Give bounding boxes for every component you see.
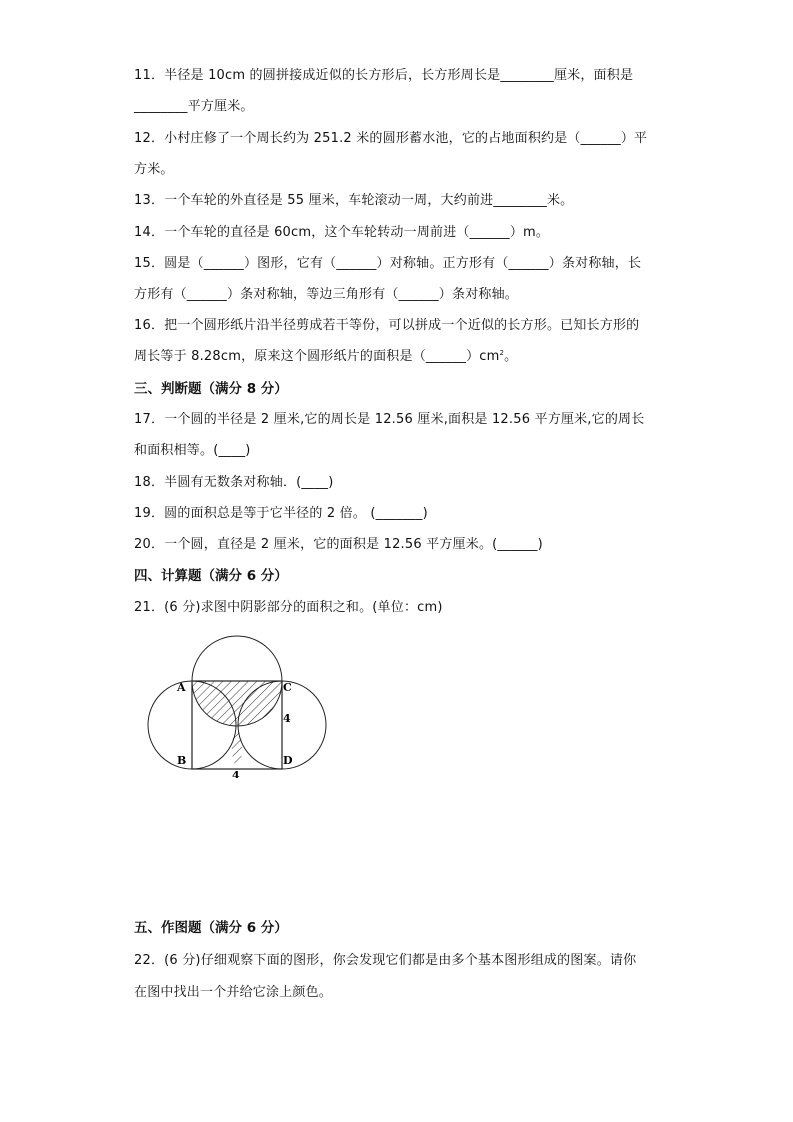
question-15-line-2: 方形有（______）条对称轴，等边三角形有（______）条对称轴。 [134,287,519,302]
section-5-heading: 五、作图题（满分 6 分） [134,920,288,936]
question-22-line-1: 22．(6 分)仔细观察下面的图形，你会发现它们都是由多个基本图形组成的图案。请你 [134,953,637,968]
question-15-line-1: 15．圆是（______）图形，它有（______）对称轴。正方形有（______）条对称轴，长 [134,256,642,271]
label-bottom-length: 4 [232,769,240,778]
question-17-line-2: 和面积相等。(____) [134,443,251,458]
geometry-diagram [140,628,340,778]
question-18: 18．半圆有无数条对称轴．(____) [134,475,334,490]
question-11-line-1: 11．半径是 10cm 的圆拼接成近似的长方形后，长方形周长是________厘米，面积是 [134,68,634,83]
question-19: 19．圆的面积总是等于它半径的 2 倍。 (_______) [134,506,428,521]
shaded-region-bottom [232,727,242,769]
question-12-line-2: 方米。 [134,162,174,177]
label-b: B [177,754,187,767]
question-11-line-2: ________平方厘米。 [134,99,254,114]
question-16-line-2 [134,349,517,365]
question-16-end: 。 [504,349,518,364]
question-14: 14．一个车轮的直径是 60cm，这个车轮转动一周前进（______）m。 [134,225,550,240]
section-3-heading: 三、判断题（满分 8 分） [134,381,288,397]
label-a: A [177,681,186,694]
question-20: 20．一个圆，直径是 2 厘米，它的面积是 12.56 平方厘米。(______) [134,537,543,552]
label-c: C [283,681,292,694]
label-d: D [283,754,293,767]
section-4-heading: 四、计算题（满分 6 分） [134,568,288,584]
shaded-area-figure [140,628,340,778]
question-21: 21．(6 分)求图中阴影部分的面积之和。(单位：cm) [134,600,443,615]
question-22-line-2: 在图中找出一个并给它涂上颜色。 [134,985,333,1000]
question-16-text: 周长等于 8.28cm，原来这个圆形纸片的面积是（______）cm [134,349,500,364]
question-16-line-1: 16．把一个圆形纸片沿半径剪成若干等份，可以拼成一个近似的长方形。已知长方形的 [134,318,640,333]
question-12-line-1: 12．小村庄修了一个周长约为 251.2 米的圆形蓄水池，它的占地面积约是（______）平 [134,131,648,146]
superscript-2: 2 [499,349,505,357]
label-side-length: 4 [283,712,291,725]
question-17-line-1: 17．一个圆的半径是 2 厘米,它的周长是 12.56 厘米,面积是 12.56 平方厘米,它的周长 [134,412,645,427]
question-13: 13．一个车轮的外直径是 55 厘米，车轮滚动一周，大约前进________米。 [134,193,574,208]
